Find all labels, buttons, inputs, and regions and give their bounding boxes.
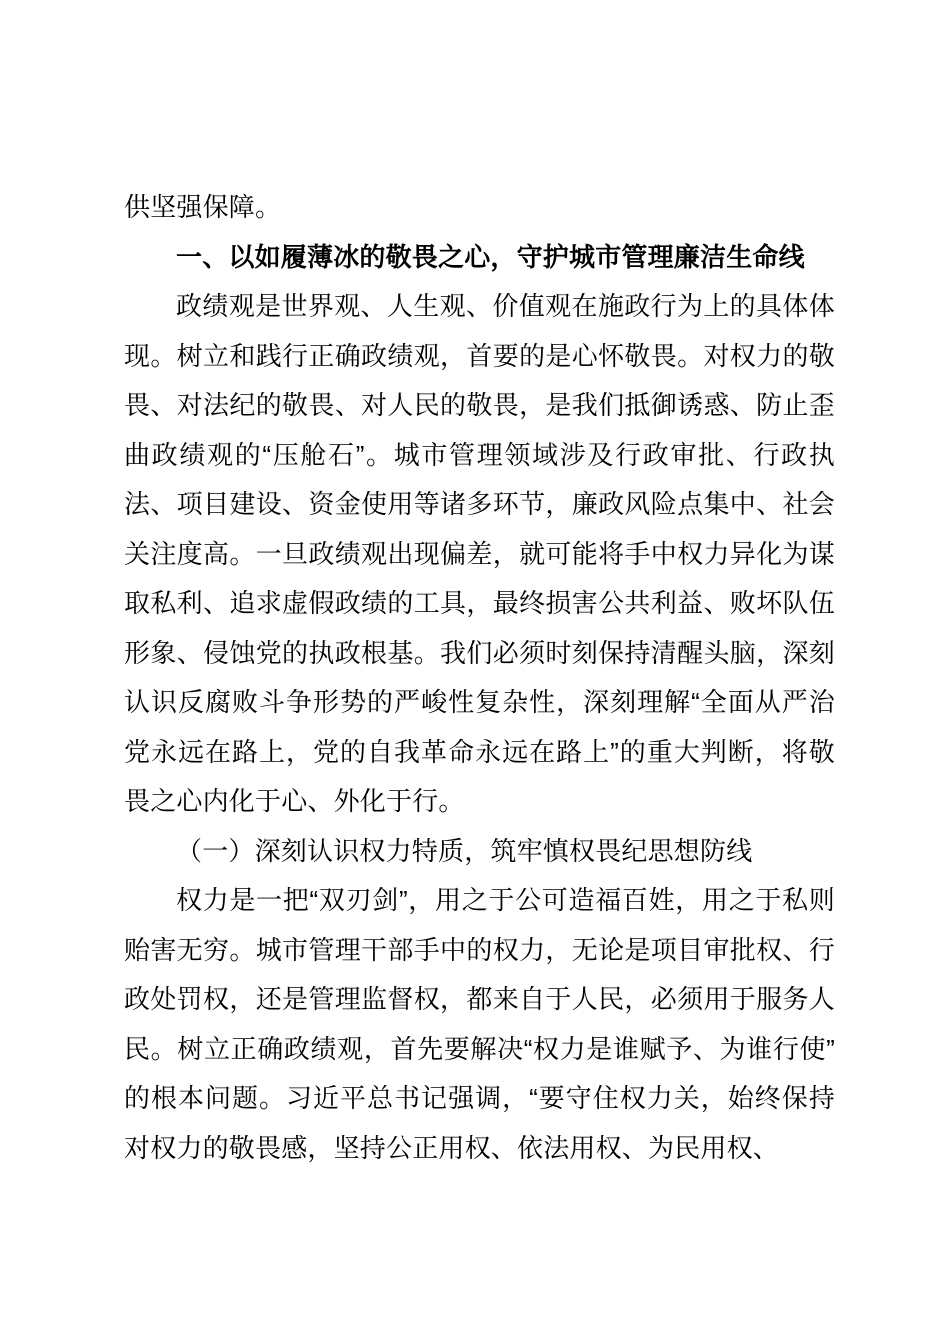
- text-block: [124, 183, 835, 1173]
- paragraph-body-1: 政绩观是世界观、人生观、价值观在施政行为上的具体体现。树立和践行正确政绩观，首要的是心怀敬畏。对权力的敬畏、对法纪的敬畏、对人民的敬畏，是我们抵御诱惑、防止歪曲政绩观的“压舱石”。城市管理领域涉及行政审批、行政执法、项目建设、资金使用等诸多环节，廉政风险点集中、社会关注度高。一旦政绩观出现偏差，就可能将手中权力异化为谋取私利、追求虚假政绩的工具，最终损害公共利益、败坏队伍形象、侵蚀党的执政根基。我们必须时刻保持清醒头脑，深刻认识反腐败斗争形势的严峻性复杂性，深刻理解“全面从严治党永远在路上，党的自我革命永远在路上”的重大判断，将敬畏之心内化于心、外化于行。: [124, 291, 835, 816]
- paragraph-continuation: 供坚强保障。: [124, 192, 282, 222]
- subsection-heading: （一）深刻认识权力特质，筑牢慎权畏纪思想防线: [176, 835, 753, 866]
- paragraph-body-2: 权力是一把“双刃剑”，用之于公可造福百姓，用之于私则贻害无穷。城市管理干部手中的权力，无论是项目审批权、行政处罚权，还是管理监督权，都来自于人民，必须用于服务人民。树立正确政绩观，首先要解决“权力是谁赋予、为谁行使”的根本问题。习近平总书记强调，“要守住权力关，始终保持对权力的敬畏感，坚持公正用权、依法用权、为民用权、: [124, 885, 835, 1163]
- section-heading: 一、以如履薄冰的敬畏之心，守护城市管理廉洁生命线: [176, 241, 805, 272]
